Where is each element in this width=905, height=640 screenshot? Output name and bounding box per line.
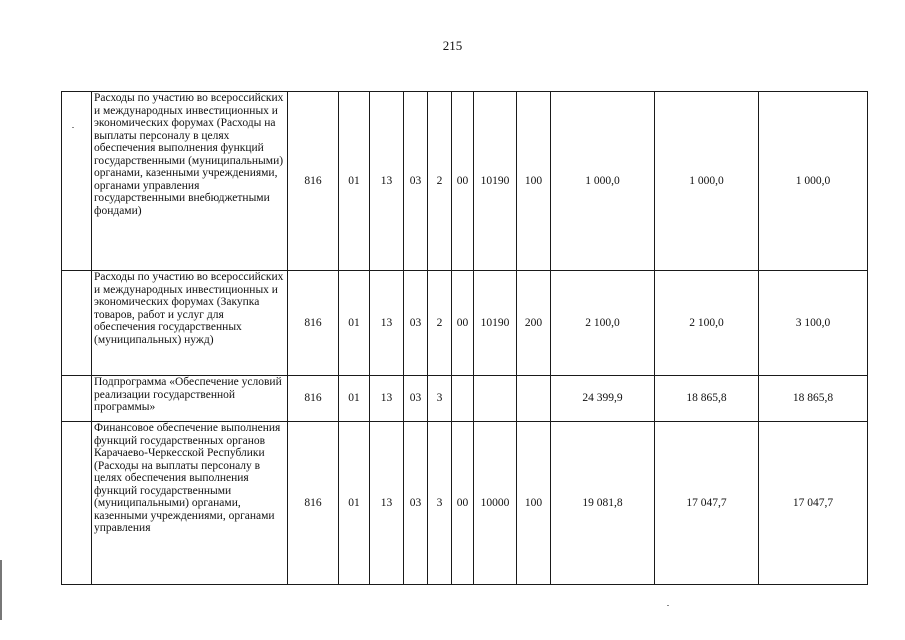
subprogram-code-cell: 2 — [428, 92, 452, 271]
program-code-cell: 03 — [404, 92, 428, 271]
expense-type-cell: 100 — [517, 422, 551, 585]
scan-speck — [667, 605, 669, 606]
subsection-code-cell: 13 — [370, 422, 404, 585]
direction-code-cell: 10000 — [474, 422, 517, 585]
table-row — [62, 92, 868, 271]
ministry-code-cell: 816 — [288, 92, 339, 271]
direction-code-cell — [474, 376, 517, 422]
subsection-code-cell: 13 — [370, 92, 404, 271]
expense-type-cell: 200 — [517, 271, 551, 376]
scan-speck — [72, 127, 74, 128]
table-row — [62, 376, 868, 422]
direction-code-cell: 10190 — [474, 92, 517, 271]
ministry-code-cell: 816 — [288, 376, 339, 422]
section-code-cell: 01 — [339, 376, 370, 422]
section-code-cell: 01 — [339, 271, 370, 376]
description-cell: Финансовое обеспечение выполнения функций государственных органов Карачаево-Черкесской Республики (Расходы на выплаты персоналу в целях обеспечения выполнения функций государственными (муниципальными) органами, казенными учреждениями, органами управления — [92, 422, 288, 585]
row-number-cell — [62, 271, 92, 376]
program-code-cell: 03 — [404, 271, 428, 376]
subsection-code-cell: 13 — [370, 376, 404, 422]
ministry-code-cell: 816 — [288, 271, 339, 376]
amount-year2-cell: 2 100,0 — [655, 271, 759, 376]
table-row — [62, 271, 868, 376]
amount-year3-cell: 3 100,0 — [759, 271, 868, 376]
program-code-cell: 03 — [404, 422, 428, 585]
amount-year1-cell: 1 000,0 — [551, 92, 655, 271]
section-code-cell: 01 — [339, 422, 370, 585]
subprogram-code-cell: 2 — [428, 271, 452, 376]
program-code-cell: 03 — [404, 376, 428, 422]
event-code-cell: 00 — [452, 92, 474, 271]
description-cell: Расходы по участию во всероссийских и международных инвестиционных и экономических форумах (Закупка товаров, работ и услуг для обеспечения государственных (муниципальных) нужд) — [92, 271, 288, 376]
budget-table — [61, 91, 868, 585]
amount-year1-cell: 24 399,9 — [551, 376, 655, 422]
event-code-cell: 00 — [452, 422, 474, 585]
subsection-code-cell: 13 — [370, 271, 404, 376]
amount-year1-cell: 19 081,8 — [551, 422, 655, 585]
expense-type-cell: 100 — [517, 92, 551, 271]
amount-year3-cell: 17 047,7 — [759, 422, 868, 585]
direction-code-cell: 10190 — [474, 271, 517, 376]
table-row — [62, 422, 868, 585]
event-code-cell: 00 — [452, 271, 474, 376]
description-cell: Подпрограмма «Обеспечение условий реализации государственной программы» — [92, 376, 288, 422]
amount-year3-cell: 1 000,0 — [759, 92, 868, 271]
subprogram-code-cell: 3 — [428, 422, 452, 585]
row-number-cell — [62, 376, 92, 422]
amount-year2-cell: 17 047,7 — [655, 422, 759, 585]
amount-year1-cell: 2 100,0 — [551, 271, 655, 376]
ministry-code-cell: 816 — [288, 422, 339, 585]
subprogram-code-cell: 3 — [428, 376, 452, 422]
row-number-cell — [62, 422, 92, 585]
scan-edge-mark — [0, 560, 2, 620]
description-cell: Расходы по участию во всероссийских и международных инвестиционных и экономических форумах (Расходы на выплаты персоналу в целях обеспечения выполнения функций государственными (муниципальными) органами, казенными учреждениями, органами управления государственными внебюджетными фондами) — [92, 92, 288, 271]
amount-year2-cell: 18 865,8 — [655, 376, 759, 422]
amount-year3-cell: 18 865,8 — [759, 376, 868, 422]
amount-year2-cell: 1 000,0 — [655, 92, 759, 271]
row-number-cell — [62, 92, 92, 271]
page-number: 215 — [442, 38, 463, 53]
expense-type-cell — [517, 376, 551, 422]
section-code-cell: 01 — [339, 92, 370, 271]
event-code-cell — [452, 376, 474, 422]
